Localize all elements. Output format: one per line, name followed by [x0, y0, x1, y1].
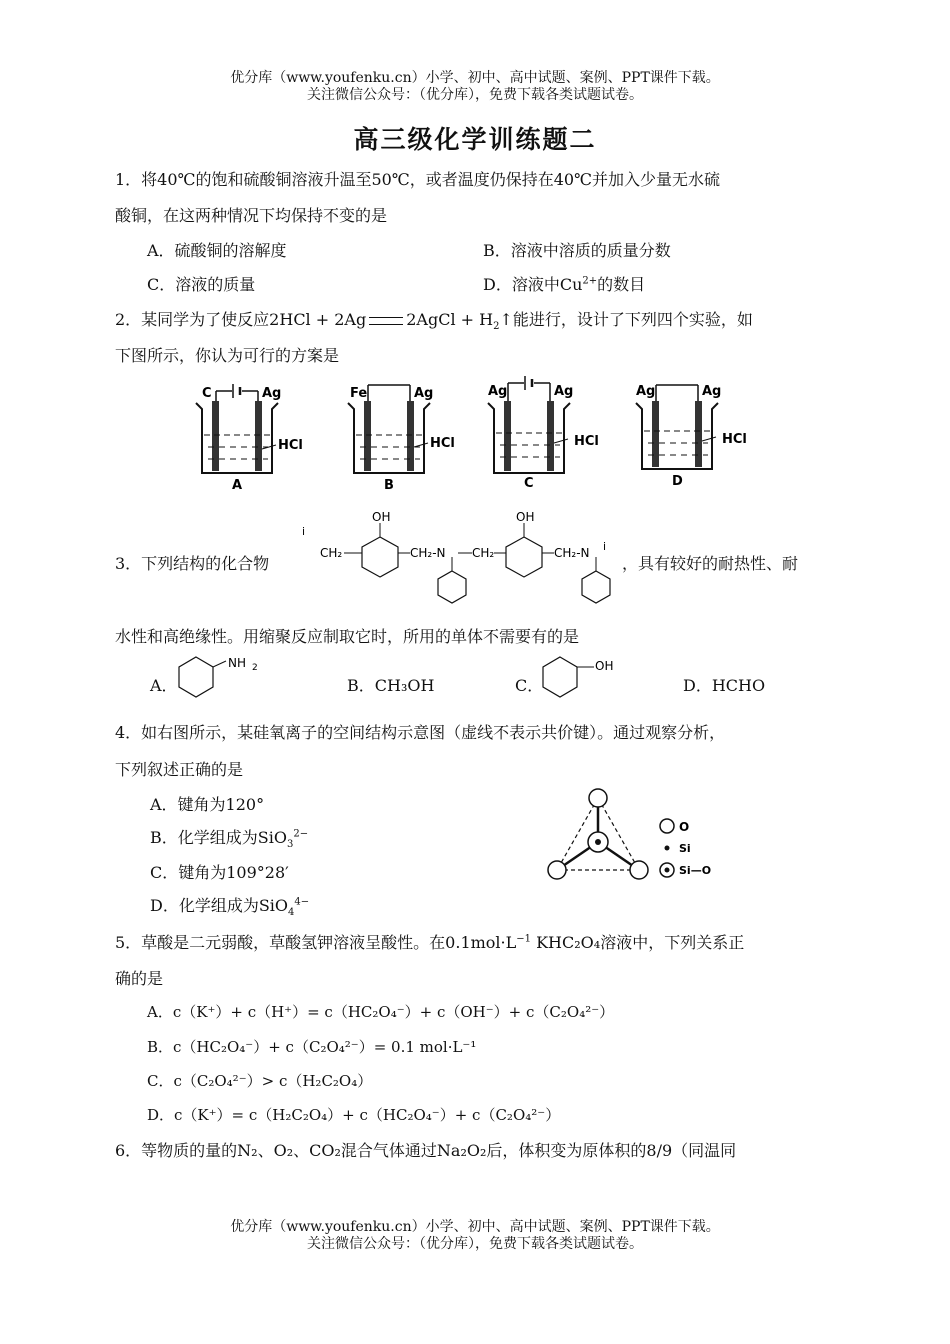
setup-b-solution: HCl — [430, 436, 455, 451]
silicon-legend-icon — [665, 846, 670, 851]
q5-option-d: D．c（K⁺）= c（H₂C₂O₄）+ c（HC₂O₄⁻）+ c（C₂O₄²⁻） — [147, 1106, 561, 1124]
aniline-structure — [176, 655, 266, 699]
q2-line-2: 下图所示，你认为可行的方案是 — [115, 346, 340, 365]
setup-b-label: B — [384, 478, 394, 493]
q6-line-1: 6．等物质的量的N₂、O₂、CO₂混合气体通过Na₂O₂后，体积变为原体积的8/9（同温同 — [115, 1141, 737, 1160]
q1-option-a: A．硫酸铜的溶解度 — [147, 241, 287, 260]
setup-a-solution: HCl — [278, 438, 303, 453]
setup-a-right-electrode: Ag — [262, 386, 282, 401]
svg-text:OH: OH — [372, 510, 391, 524]
svg-text:CH₂: CH₂ — [472, 546, 495, 560]
setup-a — [196, 384, 303, 493]
q1-option-b: B．溶液中溶质的质量分数 — [483, 241, 671, 260]
setup-b-left-electrode: Fe — [350, 386, 368, 401]
svg-text:CH₂: CH₂ — [320, 546, 343, 560]
setup-d-solution: HCl — [722, 432, 747, 447]
q4-option-c: C．键角为109°28′ — [150, 863, 289, 882]
setup-a-label: A — [232, 478, 243, 493]
q5-option-c: C．c（C₂O₄²⁻）> c（H₂C₂O₄） — [147, 1072, 373, 1090]
q1-option-c: C．溶液的质量 — [147, 275, 256, 294]
setup-d — [636, 384, 747, 489]
header-line-2: 关注微信公众号：（优分库），免费下载各类试题试卷。 — [307, 87, 643, 103]
q3-option-c: C． — [515, 676, 544, 695]
setup-b — [348, 385, 455, 493]
q4-option-d: D．化学组成为SiO$_4^{4-}$ — [150, 896, 310, 919]
q5-option-b: B．c（HC₂O₄⁻）+ c（C₂O₄²⁻）= 0.1 mol·L⁻¹ — [147, 1038, 477, 1056]
setup-d-right-electrode: Ag — [702, 384, 722, 399]
q4-option-a: A．键角为120° — [150, 795, 265, 814]
benzene-ring-icon — [362, 537, 398, 577]
polymer-structure-figure — [300, 505, 620, 605]
setup-c-right-electrode: Ag — [554, 384, 574, 399]
page-title: 高三级化学训练题二 — [353, 125, 597, 154]
svg-text:OH: OH — [595, 659, 614, 673]
setup-c-solution: HCl — [574, 434, 599, 449]
svg-text:i: i — [302, 525, 306, 538]
footer-line-2: 关注微信公众号：（优分库），免费下载各类试题试卷。 — [307, 1236, 643, 1252]
setup-a-left-electrode: C — [202, 386, 212, 401]
phenol-structure — [540, 655, 630, 699]
q4-option-b: B．化学组成为SiO$_3^{2-}$ — [150, 828, 309, 851]
q1-line-1: 1．将40℃的饱和硫酸铜溶液升温至50℃，或者温度仍保持在40℃并加入少量无水硫 — [115, 170, 720, 189]
svg-text:NH: NH — [228, 656, 246, 670]
q3-option-a: A． — [150, 676, 178, 695]
legend-sio: Si—O — [679, 864, 712, 877]
svg-text:i: i — [603, 540, 607, 553]
setup-c-left-electrode: Ag — [488, 384, 508, 399]
q2-line-1: 2．某同学为了使反应2HCl + 2Ag 2AgCl + $H_2↑$能进行，设计了下列四个实验，如 — [115, 310, 753, 333]
legend-o: O — [679, 820, 690, 834]
setup-d-left-electrode: Ag — [636, 384, 656, 399]
benzene-ring-icon — [179, 657, 213, 697]
q3-line-1-post: ，具有较好的耐热性、耐 — [622, 554, 799, 573]
silicate-tetrahedron-figure — [535, 782, 725, 882]
benzene-ring-icon — [543, 657, 577, 697]
q3-line-2: 水性和高绝缘性。用缩聚反应制取它时，所用的单体不需要有的是 — [115, 627, 580, 646]
q5-line-1: 5．草酸是二元弱酸，草酸氢钾溶液呈酸性。在$0.1mol\cdot L^{-1}$ KHC₂O₄溶液中，下列关系正 — [115, 933, 745, 952]
svg-text:CH₂-N: CH₂-N — [554, 546, 590, 560]
setup-c — [488, 376, 599, 491]
svg-text:CH₂-N: CH₂-N — [410, 546, 446, 560]
oxygen-legend-icon — [660, 819, 674, 833]
svg-text:2: 2 — [252, 663, 258, 673]
setup-c-label: C — [524, 476, 534, 491]
q4-line-2: 下列叙述正确的是 — [115, 760, 244, 779]
q1-line-2: 酸铜，在这两种情况下均保持不变的是 — [115, 206, 388, 225]
q5-option-a: A．c（K⁺）+ c（H⁺）= c（HC₂O₄⁻）+ c（OH⁻）+ c（C₂O₄²⁻） — [147, 1003, 615, 1021]
benzene-ring-icon — [582, 571, 610, 603]
setup-b-right-electrode: Ag — [414, 386, 434, 401]
benzene-ring-icon — [506, 537, 542, 577]
q5-line-2: 确的是 — [115, 969, 164, 988]
footer-line-1: 优分库（www.youfenku.cn）小学、初中、高中试题、案例、PPT课件下载。 — [230, 1219, 720, 1235]
q3-option-d: D．HCHO — [683, 676, 766, 695]
q3-line-1-pre: 3．下列结构的化合物 — [115, 554, 270, 573]
svg-text:OH: OH — [516, 510, 535, 524]
q1-option-d: D．溶液中$Cu^{2+}$的数目 — [483, 275, 646, 294]
q4-line-1: 4．如右图所示，某硅氧离子的空间结构示意图（虚线不表示共价键）。通过观察分析， — [115, 723, 726, 742]
legend-si: Si — [679, 842, 691, 855]
setup-d-label: D — [672, 474, 683, 489]
header-line-1: 优分库（www.youfenku.cn）小学、初中、高中试题、案例、PPT课件下载。 — [230, 70, 720, 86]
electrolysis-setups-figure — [180, 375, 800, 495]
benzene-ring-icon — [438, 571, 466, 603]
q3-option-b: B．CH₃OH — [347, 676, 435, 695]
